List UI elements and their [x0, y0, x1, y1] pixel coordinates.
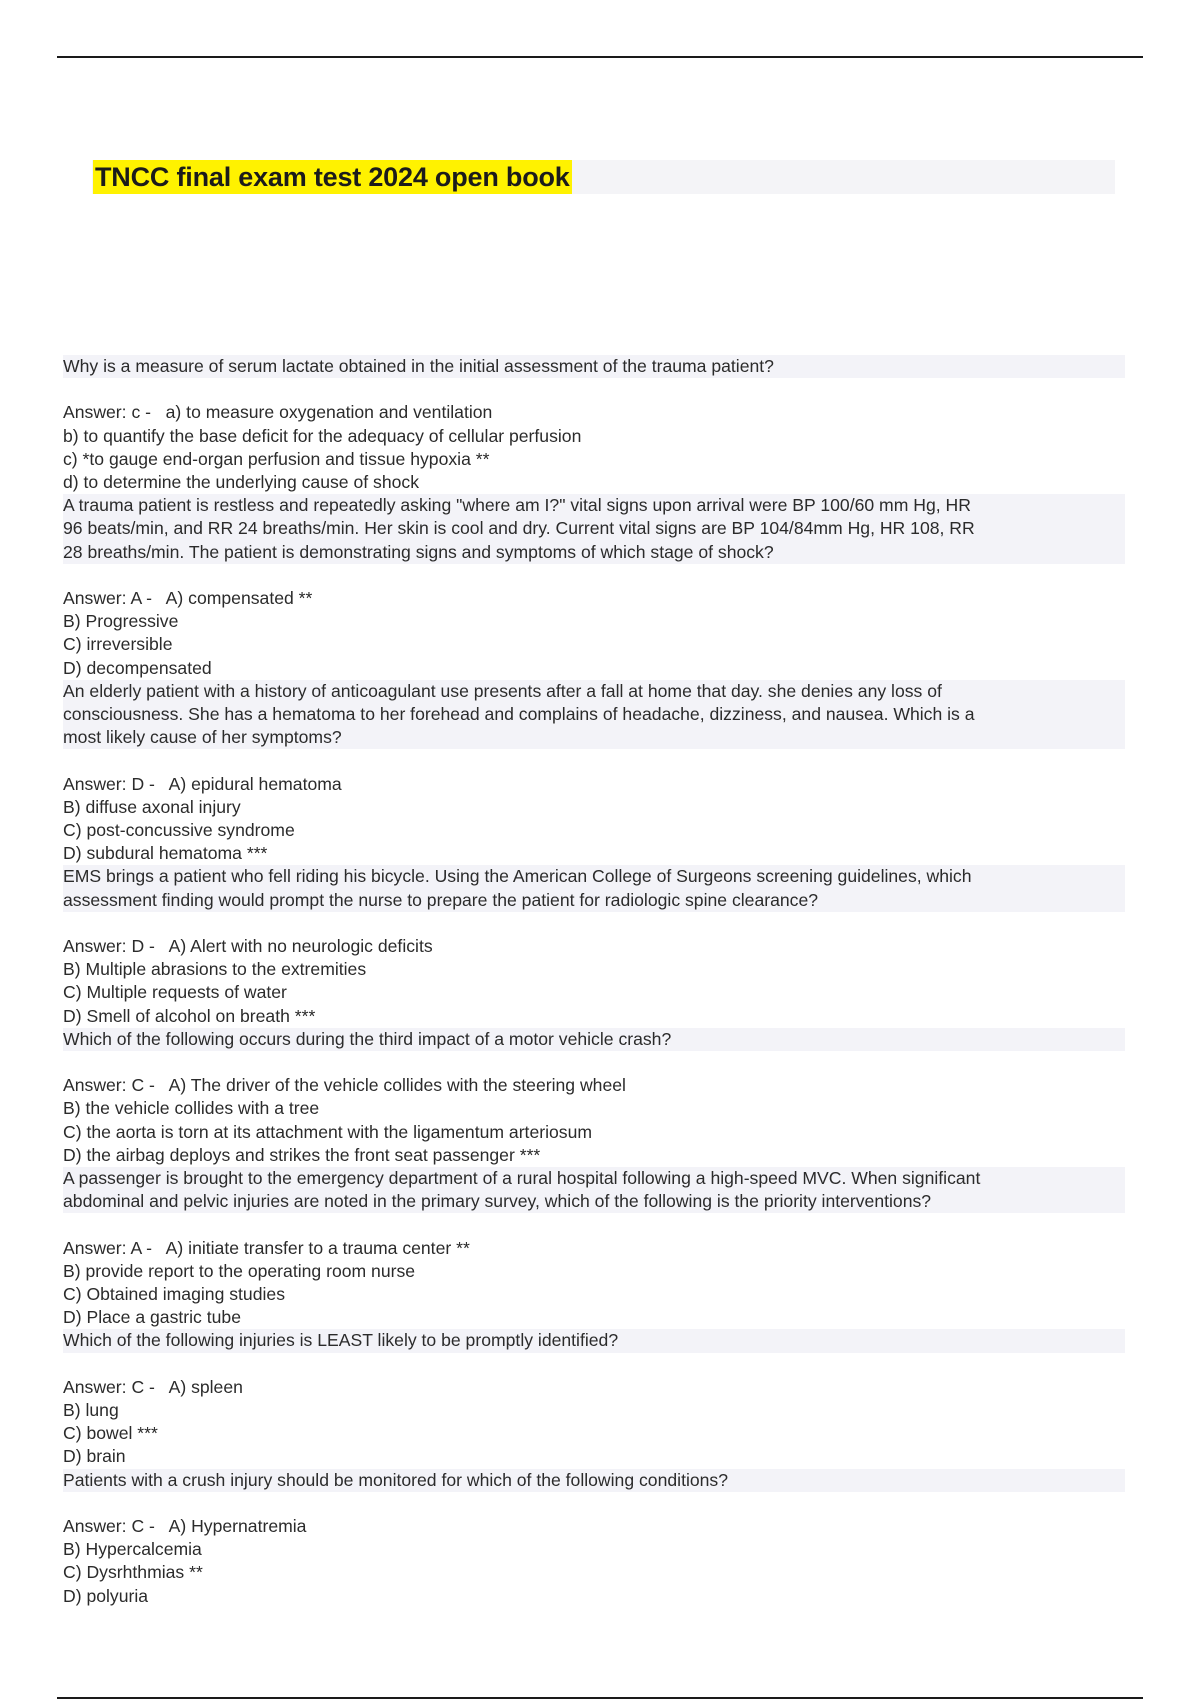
question-text: assessment finding would prompt the nurse to prepare the patient for radiologic spine clearance?: [63, 889, 1125, 912]
spacer: [63, 1492, 1125, 1515]
option: D) decompensated: [63, 657, 212, 678]
option: B) Progressive: [63, 611, 179, 632]
question-text: EMS brings a patient who fell riding his bicycle. Using the American College of Surgeons screening guidelines, which: [63, 865, 1125, 888]
question-text: 28 breaths/min. The patient is demonstrating signs and symptoms of which stage of shock?: [63, 541, 1125, 564]
option: D) Place a gastric tube: [63, 1307, 241, 1328]
question-text: Patients with a crush injury should be monitored for which of the following conditions?: [63, 1469, 1125, 1492]
option: B) the vehicle collides with a tree: [63, 1098, 320, 1119]
document-body: [63, 355, 1125, 1608]
option: C) post-concussive syndrome: [63, 820, 295, 841]
answer-line: Answer: A - A) compensated **: [63, 588, 313, 608]
option: C) bowel ***: [63, 1423, 158, 1444]
top-rule: [57, 56, 1143, 58]
option: B) Multiple abrasions to the extremities: [63, 959, 367, 980]
option: C) Dysrhthmias **: [63, 1562, 203, 1583]
spacer: [63, 1353, 1125, 1376]
spacer: [63, 749, 1125, 772]
option: D) Smell of alcohol on breath ***: [63, 1005, 316, 1026]
question-text: consciousness. She has a hematoma to her forehead and complains of headache, dizziness, and nausea. Which is a: [63, 703, 1125, 726]
answer-line: Answer: C - A) spleen: [63, 1376, 243, 1397]
question-text: 96 beats/min, and RR 24 breaths/min. Her skin is cool and dry. Current vital signs are BP 104/84mm Hg, HR 108, RR: [63, 517, 1125, 540]
option: D) brain: [63, 1446, 126, 1467]
question-text: Why is a measure of serum lactate obtained in the initial assessment of the trauma patient?: [63, 355, 1125, 378]
option: b) to quantify the base deficit for the adequacy of cellular perfusion: [63, 425, 582, 446]
question-text: most likely cause of her symptoms?: [63, 726, 1125, 749]
option: D) polyuria: [63, 1585, 149, 1606]
document-title: TNCC final exam test 2024 open book: [95, 162, 570, 192]
question-text: A passenger is brought to the emergency department of a rural hospital following a high-speed MVC. When significant: [63, 1167, 1125, 1190]
spacer: [63, 1213, 1125, 1236]
question-text: An elderly patient with a history of anticoagulant use presents after a fall at home that day. she denies any loss of: [63, 680, 1125, 703]
question-text: Which of the following injuries is LEAST likely to be promptly identified?: [63, 1329, 1125, 1352]
spacer: [63, 378, 1125, 401]
option: C) irreversible: [63, 634, 173, 655]
option: C) Multiple requests of water: [63, 982, 287, 1003]
option: B) lung: [63, 1400, 119, 1421]
answer-line: Answer: A - A) initiate transfer to a trauma center **: [63, 1237, 470, 1258]
option: B) Hypercalcemia: [63, 1539, 202, 1560]
question-text: abdominal and pelvic injuries are noted in the primary survey, which of the following is the priority interventions?: [63, 1190, 1125, 1213]
option: D) the airbag deploys and strikes the front seat passenger ***: [63, 1144, 541, 1165]
answer-line: Answer: c - a) to measure oxygenation and ventilation: [63, 402, 493, 423]
question-text: Which of the following occurs during the third impact of a motor vehicle crash?: [63, 1028, 1125, 1051]
answer-line: Answer: C - A) The driver of the vehicle collides with the steering wheel: [63, 1075, 626, 1096]
spacer: [63, 564, 1125, 587]
option: B) provide report to the operating room nurse: [63, 1260, 416, 1281]
option: C) Obtained imaging studies: [63, 1284, 285, 1305]
spacer: [63, 1051, 1125, 1074]
answer-line: Answer: D - A) Alert with no neurologic deficits: [63, 936, 433, 957]
spacer: [63, 912, 1125, 935]
option: d) to determine the underlying cause of shock: [63, 472, 419, 492]
question-text: A trauma patient is restless and repeatedly asking "where am I?" vital signs upon arrival were BP 100/60 mm Hg, HR: [63, 494, 1125, 517]
option: B) diffuse axonal injury: [63, 796, 241, 817]
option: c) *to gauge end-organ perfusion and tissue hypoxia **: [63, 448, 490, 469]
answer-line: Answer: D - A) epidural hematoma: [63, 773, 342, 794]
option: D) subdural hematoma ***: [63, 843, 268, 864]
answer-line: Answer: C - A) Hypernatremia: [63, 1516, 307, 1537]
option: C) the aorta is torn at its attachment with the ligamentum arteriosum: [63, 1121, 593, 1142]
bottom-rule: [57, 1697, 1143, 1699]
